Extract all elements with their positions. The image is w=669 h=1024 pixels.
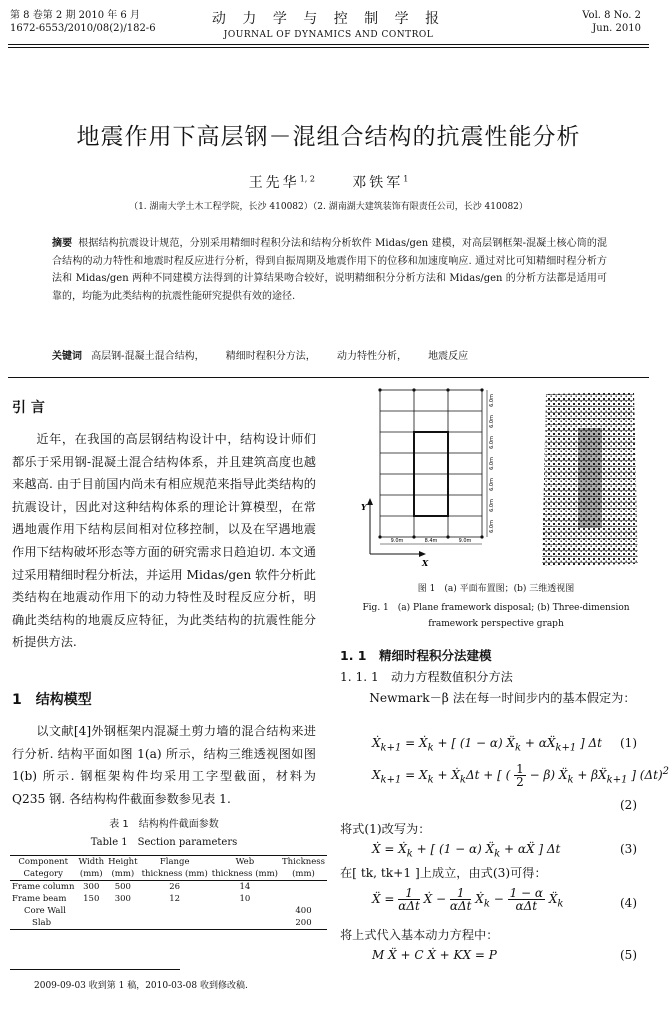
table-cell bbox=[76, 917, 106, 930]
table-subheader: thickness (mm) bbox=[141, 869, 208, 879]
dim-y-label: 6.0m bbox=[489, 499, 495, 512]
table-cell bbox=[106, 917, 140, 930]
table-row bbox=[10, 881, 327, 894]
dim-x-label: 9.0m bbox=[390, 538, 404, 544]
table-header: Thickness bbox=[281, 857, 325, 867]
figure-caption-cn: 图 1 (a) 平面布置图；(b) 三维透视图 bbox=[417, 584, 575, 594]
table-cell bbox=[210, 905, 280, 917]
equation-number: (2) bbox=[620, 798, 637, 812]
table-cell: 12 bbox=[169, 894, 181, 904]
equation-4: Ẍ = $\frac{1}{\text{αΔt}}$ Ẋ − $\frac{1}{\text{αΔt}}$ Ẋ$_k$ − $\frac{1 - \alpha}{\text{αΔt}}$ Ẍ$_k$ bbox=[372, 886, 564, 913]
table-cell bbox=[106, 905, 140, 917]
dim-y-label: 6.0m bbox=[489, 436, 495, 449]
table-cell: Frame column bbox=[12, 882, 75, 892]
dim-y-label: 6.0m bbox=[489, 520, 495, 533]
table-cell: 400 bbox=[295, 906, 312, 916]
journal-title bbox=[0, 8, 657, 40]
axis-y-label: Y bbox=[361, 502, 367, 512]
table-caption-en: Table 1 Section parameters bbox=[90, 837, 238, 848]
abstract-label: 摘要 bbox=[52, 238, 73, 249]
equation-5: M Ẍ + C Ẋ + KX = P bbox=[372, 948, 497, 962]
equation-number: (3) bbox=[620, 842, 637, 856]
table-cell: 200 bbox=[280, 917, 327, 930]
table-cell: 500 bbox=[114, 882, 131, 892]
table-cell bbox=[140, 917, 210, 930]
date-line: Jun. 2010 bbox=[592, 23, 641, 34]
section1-paragraph: 以文献[4]外钢框架内混凝土剪力墙的混合结构来进行分析. 结构平面如图 1(a) 所示，结构三维透视图如图 1(b) 所示. 钢框架构件均采用工字型截面，材料为 Q235 钢. 各结构构件截面参数参见表 1. bbox=[12, 724, 316, 806]
table-subheader: (mm) bbox=[106, 868, 140, 881]
dim-x-label: 8.4m bbox=[424, 538, 438, 544]
table-row bbox=[10, 917, 327, 930]
table-subheader: thickness (mm) bbox=[211, 869, 278, 879]
figure-1b-3d-view bbox=[538, 388, 642, 570]
dim-y-label: 6.0m bbox=[489, 478, 495, 491]
equation-1: Ẋ$_{k+1}$ = Ẋ$_k$ + [ (1 − α) Ẍ$_k$ + αẌ$_{k+1}$ ] Δt bbox=[372, 736, 603, 754]
paper-title: 地震作用下高层钢－混组合结构的抗震性能分析 bbox=[76, 124, 581, 150]
figure-caption-en-1: Fig. 1 (a) Plane framework disposal; (b) Three-dimension bbox=[362, 603, 630, 613]
subsection-heading: 1. 1 精细时程积分法建模 bbox=[340, 648, 492, 663]
table-header: Component bbox=[10, 856, 76, 869]
intro-paragraph: 近年，在我国的高层钢结构设计中，结构设计师们都乐于采用钢-混凝土混合结构体系，并且建筑高度也越来越高. 由于目前国内尚未有相应规范来指导此类结构的抗震设计，因此对这种结构体系的理论计算模型，在常遇地震作用下结构层间相对位移控制，以及在罕遇地震作用下结构破坏形态等方面的研究需求日趋迫切. 本文通过采用精细时程分析法，并运用 Midas/gen 软件分析此类结构在地震动作用下的动力特性及时程反应分析，明确此类结构的地震反应特征，为此类结构的抗震性能分析提供方法. bbox=[12, 432, 316, 650]
rewrite-paragraph: 将式(1)改写为： bbox=[340, 822, 431, 836]
equation-number: (1) bbox=[620, 736, 637, 750]
footnote-rule bbox=[10, 969, 180, 970]
equation-number: (5) bbox=[620, 948, 637, 962]
abstract bbox=[52, 235, 607, 305]
keyword: 地震反应 bbox=[428, 351, 469, 362]
author-2: 邓铁军 bbox=[352, 175, 404, 191]
keywords bbox=[52, 347, 486, 362]
table-header: Height bbox=[108, 857, 138, 867]
author-2-affil: 1 bbox=[403, 174, 409, 184]
volume-line: Vol. 8 No. 2 bbox=[582, 10, 641, 21]
section-table bbox=[10, 855, 325, 930]
issn-line: 1672-6553/2010/08(2)/182-6 bbox=[10, 23, 156, 34]
dim-y-label: 6.0m bbox=[489, 457, 495, 470]
table-row bbox=[10, 893, 327, 905]
table-cell: Core Wall bbox=[24, 906, 66, 916]
three-dimension-frame-drawing bbox=[538, 388, 642, 570]
table-cell bbox=[210, 917, 280, 930]
volume-info bbox=[582, 9, 641, 35]
journal-title-cn: 动 力 学 与 控 制 学 报 bbox=[211, 11, 446, 27]
table-subheader: (mm) bbox=[280, 868, 327, 881]
table-header: Flange bbox=[140, 856, 210, 869]
table-cell: 150 bbox=[83, 894, 100, 904]
footnote: 2009-09-03 收到第 1 稿，2010-03-08 收到修改稿. bbox=[34, 981, 248, 991]
table-cell: Frame beam bbox=[12, 894, 67, 904]
table-header-row bbox=[10, 856, 327, 869]
table-cell bbox=[280, 881, 327, 894]
header-rule-thin bbox=[8, 47, 649, 48]
table-caption-cn: 表 1 结构构件截面参数 bbox=[109, 819, 219, 830]
axis-x-label: X bbox=[422, 558, 429, 568]
equation-3: Ẋ = Ẋ$_k$ + [ (1 − α) Ẍ$_k$ + αẌ ] Δt bbox=[372, 842, 561, 860]
dim-y-label: 6.0m bbox=[489, 394, 495, 407]
equation-2: $X_{k+1} = X_k$ + Ẋ$_k$Δt + [ ( $\frac{1}{2}$ − β) Ẍ$_k$ + βẌ$_{k+1}$ ] $(\Delta t)^2$ bbox=[372, 762, 669, 789]
interval-paragraph: 在[ tk, tk+1 ]上成立，由式(3)可得： bbox=[340, 866, 547, 880]
journal-title-en: JOURNAL OF DYNAMICS AND CONTROL bbox=[223, 30, 434, 40]
author-1: 王先华 bbox=[248, 175, 300, 191]
table-cell: 300 bbox=[83, 882, 100, 892]
equation-number: (4) bbox=[620, 896, 637, 910]
table-subheader: Category bbox=[10, 868, 76, 881]
table-header: Web bbox=[210, 856, 280, 869]
dim-x-label: 9.0m bbox=[458, 538, 472, 544]
table-cell: 26 bbox=[169, 882, 181, 892]
newmark-paragraph: Newmark－β 法在每一时间步内的基本假定为： bbox=[369, 691, 636, 705]
table-subheader: (mm) bbox=[76, 868, 106, 881]
affiliation: （1. 湖南大学土木工程学院，长沙 410082）（2. 湖南湖大建筑装饰有限责任公司，长沙 410082） bbox=[129, 202, 528, 212]
dim-y-label: 6.0m bbox=[489, 415, 495, 428]
keyword: 动力特性分析， bbox=[336, 351, 407, 362]
keyword: 高层钢-混凝土混合结构， bbox=[91, 351, 205, 362]
plan-layout-drawing bbox=[356, 384, 496, 570]
abstract-text: 根据结构抗震设计规范，分别采用精细时程积分法和结构分析软件 Midas/gen 建模，对高层钢框架-混凝土核心筒的混合结构的动力特性和地震时程反应进行分析，得到自振周期及地震作用下的位移和加速度响应. 通过对比可知精细时程分析方法和 Midas/gen 两种不同建模方法得到的计算结果吻合较好，说明精细积分分析方法和 Midas/gen 的分析方法都是适用可靠的，均能为此类结构的抗震性能研究提供有效的途径. bbox=[52, 238, 607, 302]
substitute-paragraph: 将上式代入基本动力方程中： bbox=[340, 928, 499, 942]
author-list bbox=[0, 172, 657, 192]
issue-line: 第 8 卷第 2 期 2010 年 6 月 bbox=[10, 10, 140, 21]
subsubsection-heading: 1. 1. 1 动力方程数值积分方法 bbox=[340, 670, 513, 684]
params-table bbox=[10, 855, 327, 930]
table-cell bbox=[76, 905, 106, 917]
table-header: Width bbox=[78, 857, 105, 867]
keywords-label: 关键词 bbox=[52, 351, 82, 362]
section-rule bbox=[8, 377, 649, 378]
table-subheader-row bbox=[10, 868, 327, 881]
figure-1a-plan bbox=[356, 384, 496, 574]
table-row bbox=[10, 905, 327, 917]
table-cell: 10 bbox=[239, 894, 251, 904]
figure-caption-en-2: framework perspective graph bbox=[428, 619, 564, 629]
table-cell bbox=[280, 893, 327, 905]
table-cell bbox=[140, 905, 210, 917]
intro-heading: 引 言 bbox=[12, 400, 45, 416]
table-cell: Slab bbox=[10, 917, 76, 930]
keyword: 精细时程积分方法， bbox=[225, 351, 316, 362]
table-cell: 14 bbox=[239, 882, 251, 892]
author-1-affil: 1, 2 bbox=[299, 174, 315, 184]
section1-heading: 1 结构模型 bbox=[12, 692, 92, 708]
table-cell: 300 bbox=[114, 894, 131, 904]
header-rule bbox=[8, 44, 649, 45]
